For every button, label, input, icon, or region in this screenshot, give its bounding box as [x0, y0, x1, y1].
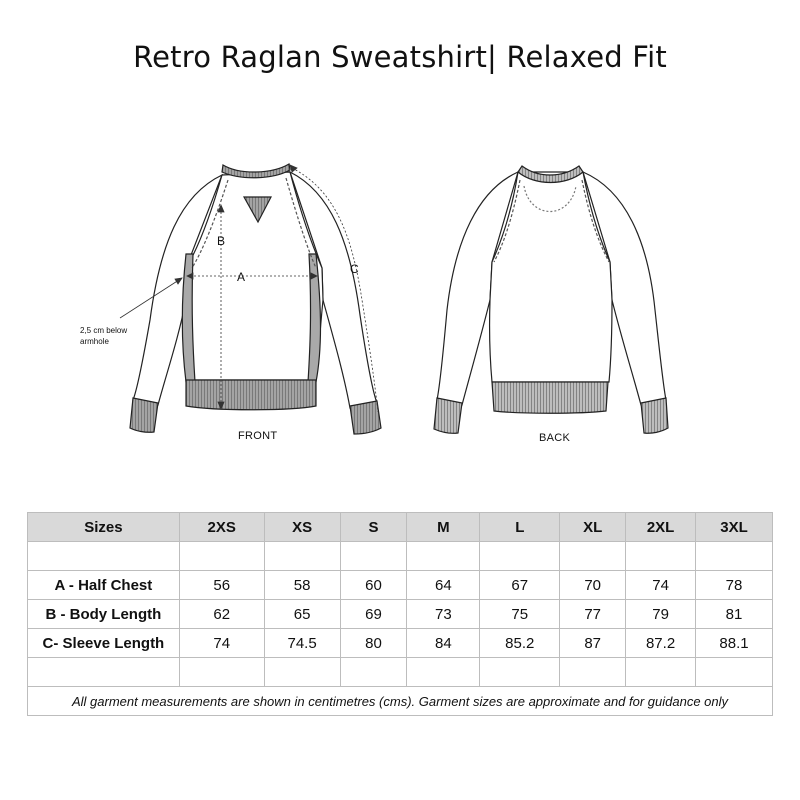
front-left-cuff — [130, 398, 158, 432]
table-cell: 84 — [407, 629, 480, 658]
table-cell: 65 — [264, 600, 340, 629]
table-cell: 70 — [560, 571, 626, 600]
page-title: Retro Raglan Sweatshirt| Relaxed Fit — [133, 40, 667, 74]
front-view-label: FRONT — [238, 430, 278, 442]
garment-diagram — [0, 150, 800, 460]
footnote-row — [28, 687, 773, 716]
back-view-label: BACK — [539, 432, 571, 444]
table-cell: 75 — [480, 600, 560, 629]
armhole-note-line1: 2,5 cm below — [80, 326, 128, 335]
table-row — [28, 600, 773, 629]
table-cell: 85.2 — [480, 629, 560, 658]
sweatshirt-technical-drawing — [0, 150, 800, 460]
front-view — [130, 164, 381, 434]
back-right-cuff — [641, 398, 668, 433]
dimension-c-label: C — [350, 262, 359, 276]
header-size: M — [407, 513, 480, 542]
header-size: 3XL — [696, 513, 773, 542]
table-cell: 58 — [264, 571, 340, 600]
table-cell: 81 — [696, 600, 773, 629]
header-size: 2XL — [626, 513, 696, 542]
table-cell: 73 — [407, 600, 480, 629]
row-label: A - Half Chest — [28, 571, 180, 600]
size-chart-table — [27, 512, 773, 716]
table-cell: 62 — [179, 600, 264, 629]
front-hem-rib — [186, 380, 316, 410]
table-row — [28, 629, 773, 658]
table-cell: 74.5 — [264, 629, 340, 658]
table-header-row — [28, 513, 773, 542]
blank-row — [28, 542, 773, 571]
front-right-cuff — [350, 401, 381, 434]
back-hem-rib — [492, 382, 608, 413]
row-label: B - Body Length — [28, 600, 180, 629]
table-cell: 74 — [179, 629, 264, 658]
table-cell: 64 — [407, 571, 480, 600]
table-cell: 87 — [560, 629, 626, 658]
back-view — [434, 166, 668, 433]
back-left-cuff — [434, 398, 462, 433]
table-row — [28, 571, 773, 600]
header-size: S — [340, 513, 407, 542]
table-cell: 67 — [480, 571, 560, 600]
header-size: XS — [264, 513, 340, 542]
table-cell: 56 — [179, 571, 264, 600]
table-cell: 74 — [626, 571, 696, 600]
table-cell: 77 — [560, 600, 626, 629]
header-size: 2XS — [179, 513, 264, 542]
header-size: XL — [560, 513, 626, 542]
dimension-a-label: A — [237, 270, 246, 284]
table-cell: 80 — [340, 629, 407, 658]
header-sizes: Sizes — [28, 513, 180, 542]
armhole-note-line2: armhole — [80, 337, 109, 346]
table-cell: 88.1 — [696, 629, 773, 658]
table-cell: 87.2 — [626, 629, 696, 658]
table-footnote: All garment measurements are shown in centimetres (cms). Garment sizes are approximate and for guidance only — [28, 687, 773, 716]
table-cell: 69 — [340, 600, 407, 629]
table-cell: 60 — [340, 571, 407, 600]
dimension-b-label: B — [217, 234, 226, 248]
row-label: C- Sleeve Length — [28, 629, 180, 658]
header-size: L — [480, 513, 560, 542]
blank-row — [28, 658, 773, 687]
table-cell: 78 — [696, 571, 773, 600]
table-cell: 79 — [626, 600, 696, 629]
